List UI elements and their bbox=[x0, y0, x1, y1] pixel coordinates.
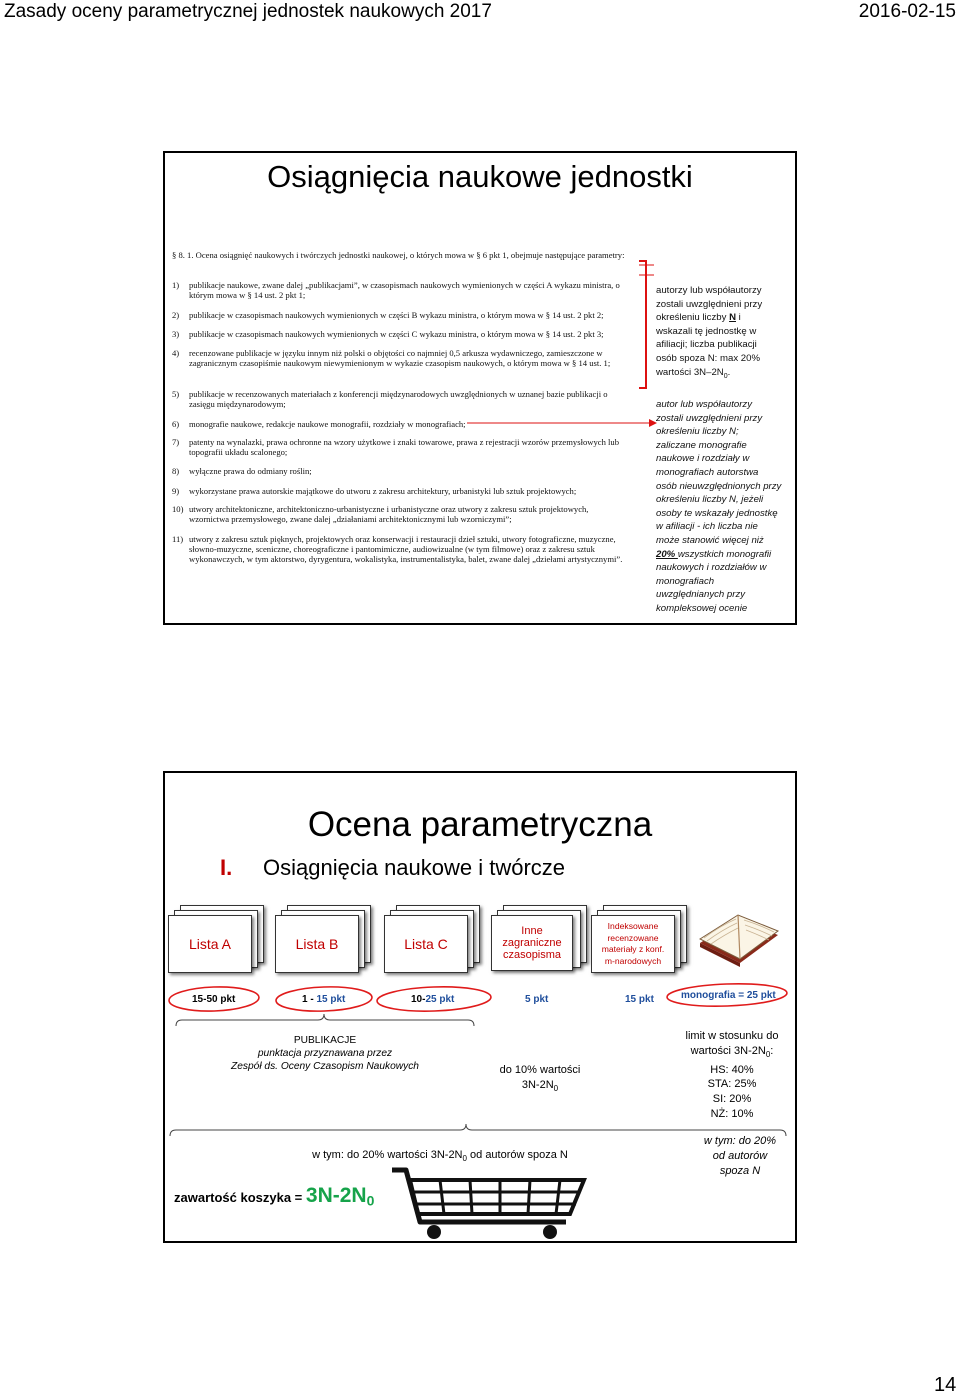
lista-c-points: 10-25 pkt bbox=[411, 994, 455, 1005]
indeksowane-points: 15 pkt bbox=[625, 994, 654, 1005]
publikacje-note: PUBLIKACJE punktacja przyznawana przez Zespół ds. Oceny Czasopism Naukowych bbox=[231, 1035, 419, 1072]
slide1-title: Osiągnięcia naukowe jednostki bbox=[267, 159, 693, 194]
slide-achievements: Osiągnięcia naukowe jednostki § 8. 1. Ocena osiągnięć naukowych i twórczych jednostki naukowej, o których mowa w § 6 pkt 1, obejmuje następujące parametry: 1) publikacje naukowe, zwane dalej „publikacjami”, w czasopismach naukowych wymienionych w części A wykazu ministra, o którym mowa w § 14 ust. 2 pkt 1; 2) publikacje w czasopismach naukowych wymienionych w części B wykazu ministra, o którym mowa w § 14 ust. 2 pkt 2; 3) publikacje w czasopismach naukowych wymienionych w części C wykazu ministra, o którym mowa w § 14 ust. 2 pkt 3; 4) recenzowane publikacje w języku innym niż polski o objętości co najmniej 0,5 arkusza wydawniczego, zamieszczone w zagranicznym czasopiśmie naukowym niewymienionym w wykazie czasopism naukowych, o którym mowa w § 14 ust. 1; 5) publikacje w recenzowanych materiałach z konferencji międzynarodowych uwzględnionych w uznanej bazie publikacji o zasięgu międzynarodowym; 6) monografie naukowe, redakcje naukowe monografii, rozdziały w monografiach; 7) patenty na wynalazki, prawa ochronne na wzory użytkowe i znaki towarowe, prawa z rejestracji wzorów przemysłowych lub topografii układu scalonego; 8) wyłączne prawa do odmiany roślin; 9) wykorzystane prawa autorskie majątkowe do utworu z zakresu architektury, urbanistyki lub sztuk projektowych; 10) utwory architektoniczne, architektoniczno-urbanistyczne i urbanistyczne oraz utwory z zakresu sztuk projektowych, wzornictwa przemysłowego, zwane dalej „działaniami architektonicznymi lub wzorniczymi”; 11) utwory z zakresu sztuk pięknych, projektowych oraz konserwacji i restauracji dzieł sztuki, utwory fotograficzne, muzyczne, słowno-muzyczne, sceniczne, choreograficzne i pantomimiczne, audiowizualne (w tym filmowe) oraz z zakresu sztuk wykonawczych, w tym aktorstwo, dyrygentura, wokalistyka, instrumentalistyka, balet, zwane dalej „dziełami artystycznymi”. autorzy lub współautorzy zostali uwzględnieni przy określeniu liczby N i wskazali tę jednostkę w afiliacji; liczba publikacji osób spoza N: max 20% wartości $3N-2N_0$. autor lub współautorzy zostali uwzględnieni przy określeniu liczby N; zaliczane monografie naukowe i rozdziały w monografiach autorstwa osób nieuwzględnionych przy określeniu liczby N, jeżeli osoby te wskazały jednostkę w afiliacji - ich liczba nie może stanowić więcej niż 20% wszystkich monografii naukowych i rozdziałów w monografiach uwzględnianych przy kompleksowej ocenie bbox=[163, 151, 797, 625]
section-title: Osiągnięcia naukowe i twórcze bbox=[263, 855, 566, 880]
lista-b-points: 1 - 15 pkt bbox=[302, 994, 346, 1005]
slide2-title: Ocena parametryczna bbox=[307, 805, 653, 844]
monografia-points: monografia = 25 pkt bbox=[681, 990, 776, 1001]
document-title: Zasady oceny parametrycznej jednostek naukowych 2017 bbox=[4, 1, 492, 22]
note-monographs: autor lub współautorzy zostali uwzględnieni przy określeniu liczby N; zaliczane monografie naukowe i rozdziały w monografiach autorstwa osób nieuwzględnionych przy określeniu liczby N, jeżeli osoby te wskazały jednostkę w afiliacji - ich liczba nie może stanowić więcej niż 20% wszystkich monografii naukowych i rozdziałów w monografiach uwzględnianych przy kompleksowej ocenie bbox=[656, 399, 782, 614]
wtym-monograph-note: w tym: do 20% od autorów spoza N bbox=[703, 1135, 777, 1177]
do10-note: do 10% wartości $3N-2N_0$ bbox=[499, 1064, 581, 1094]
shopping-cart-icon bbox=[390, 1164, 590, 1242]
basket-label: zawartość koszyka = $3N-2N_0$ bbox=[174, 1184, 375, 1209]
note-coauthors: autorzy lub współautorzy zostali uwzględnieni przy określeniu liczby N i wskazali tę jednostkę w afiliacji; liczba publikacji osób spoza N: max 20% wartości $3N-2N_0$. bbox=[656, 285, 763, 380]
lista-a-points: 15-50 pkt bbox=[192, 994, 236, 1005]
wtym-authors-note: w tym: do 20% wartości $3N-2N_0$ od autorów spoza N bbox=[312, 1149, 568, 1164]
inne-points: 5 pkt bbox=[525, 994, 549, 1005]
law-intro: § 8. 1. Ocena osiągnięć naukowych i twórczych jednostki naukowej, o których mowa w § 6 pkt 1, obejmuje następujące parametry: bbox=[172, 250, 625, 260]
document-date: 2016-02-15 bbox=[858, 1, 956, 22]
section-number: I. bbox=[220, 855, 233, 880]
page-number: 14 bbox=[934, 1374, 957, 1396]
limit-note: limit w stosunku do wartości $3N-2N_0$: HS: 40% STA: 25% SI: 20% NŻ: 10% bbox=[685, 1030, 779, 1120]
